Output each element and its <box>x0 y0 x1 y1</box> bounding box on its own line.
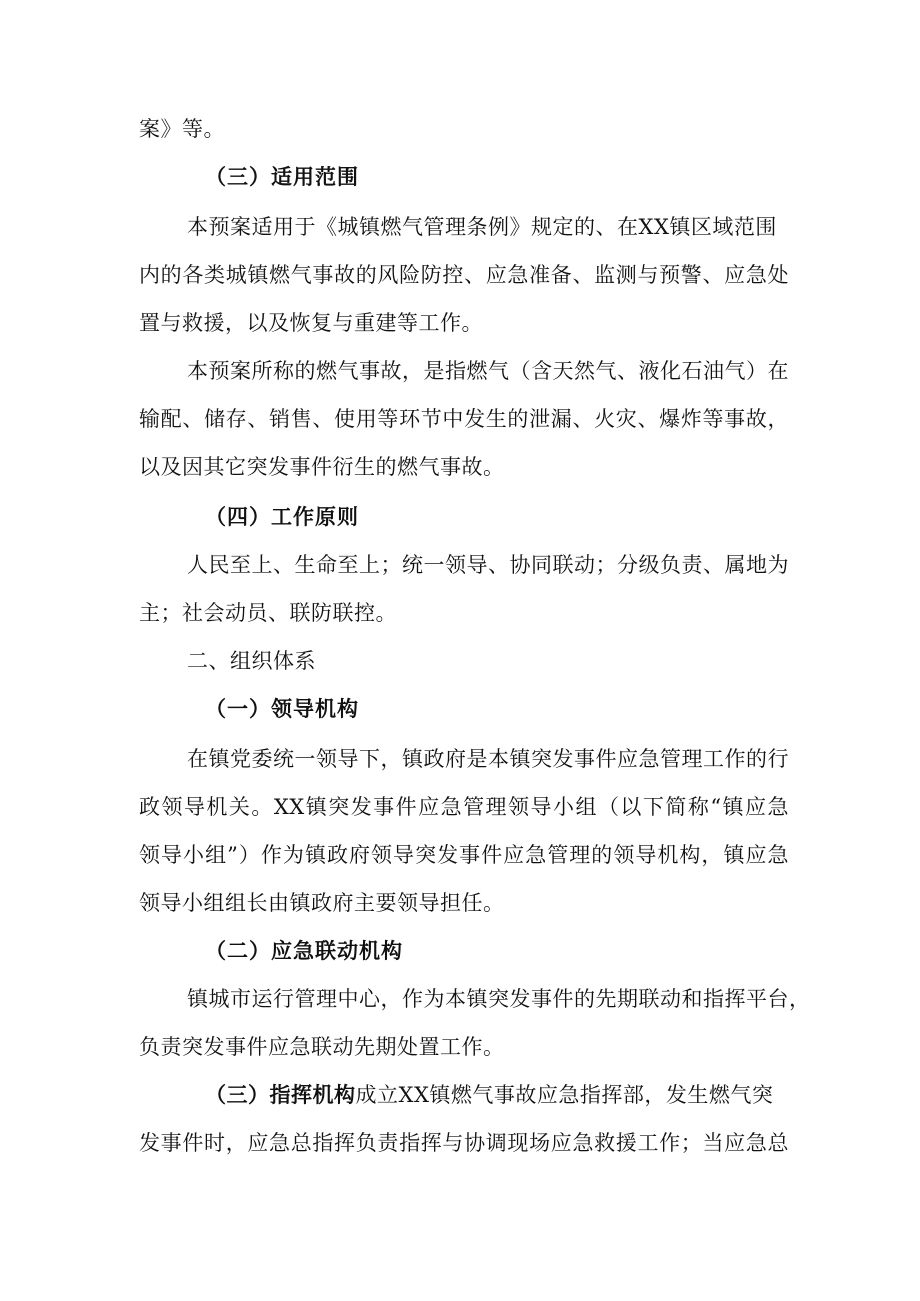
section-heading: （四）工作原则 <box>205 505 359 529</box>
section-heading: （三）适用范围 <box>205 165 359 189</box>
text-line: 输配、储存、销售、使用等环节中发生的泄漏、火灾、爆炸等事故， <box>139 407 789 431</box>
text-line: 负责突发事件应急联动先期处置工作。 <box>139 1035 505 1059</box>
inline-heading: （三）指挥机构 <box>205 1083 356 1107</box>
text-line: 领导小组组长由镇政府主要领导担任。 <box>139 891 505 915</box>
text-line: 发事件时，应急总指挥负责指挥与协调现场应急救援工作；当应急总 <box>139 1131 789 1155</box>
text-line: 政领导机关。XX镇突发事件应急管理领导小组（以下简称“镇应急 <box>139 795 789 819</box>
text-line: 置与救援，以及恢复与重建等工作。 <box>139 311 483 335</box>
text-line: 主；社会动员、联防联控。 <box>139 601 397 625</box>
text-line: 以及因其它突发事件衍生的燃气事故。 <box>139 455 505 479</box>
text-line: 案》等。 <box>139 117 225 141</box>
text-line <box>205 1080 773 1110</box>
chapter-heading: 二、组织体系 <box>187 649 316 673</box>
text-line: 本预案所称的燃气事故，是指燃气（含天然气、液化石油气）在 <box>187 359 789 383</box>
text-line: 在镇党委统一领导下，镇政府是本镇突发事件应急管理工作的行 <box>187 747 789 771</box>
text-line: 内的各类城镇燃气事故的风险防控、应急准备、监测与预警、应急处 <box>139 263 789 287</box>
text-line: 人民至上、生命至上；统一领导、协同联动；分级负责、属地为 <box>187 553 789 577</box>
text-line: 本预案适用于《城镇燃气管理条例》规定的、在XX镇区域范围 <box>187 215 777 239</box>
section-heading: （二）应急联动机构 <box>205 939 403 963</box>
text-line: 镇城市运行管理中心，作为本镇突发事件的先期联动和指挥平台， <box>187 987 811 1011</box>
text-line: 领导小组”）作为镇政府领导突发事件应急管理的领导机构，镇应急 <box>139 843 789 867</box>
section-heading: （一）领导机构 <box>205 697 359 721</box>
inline-text: 成立XX镇燃气事故应急指挥部，发生燃气突 <box>355 1083 774 1107</box>
